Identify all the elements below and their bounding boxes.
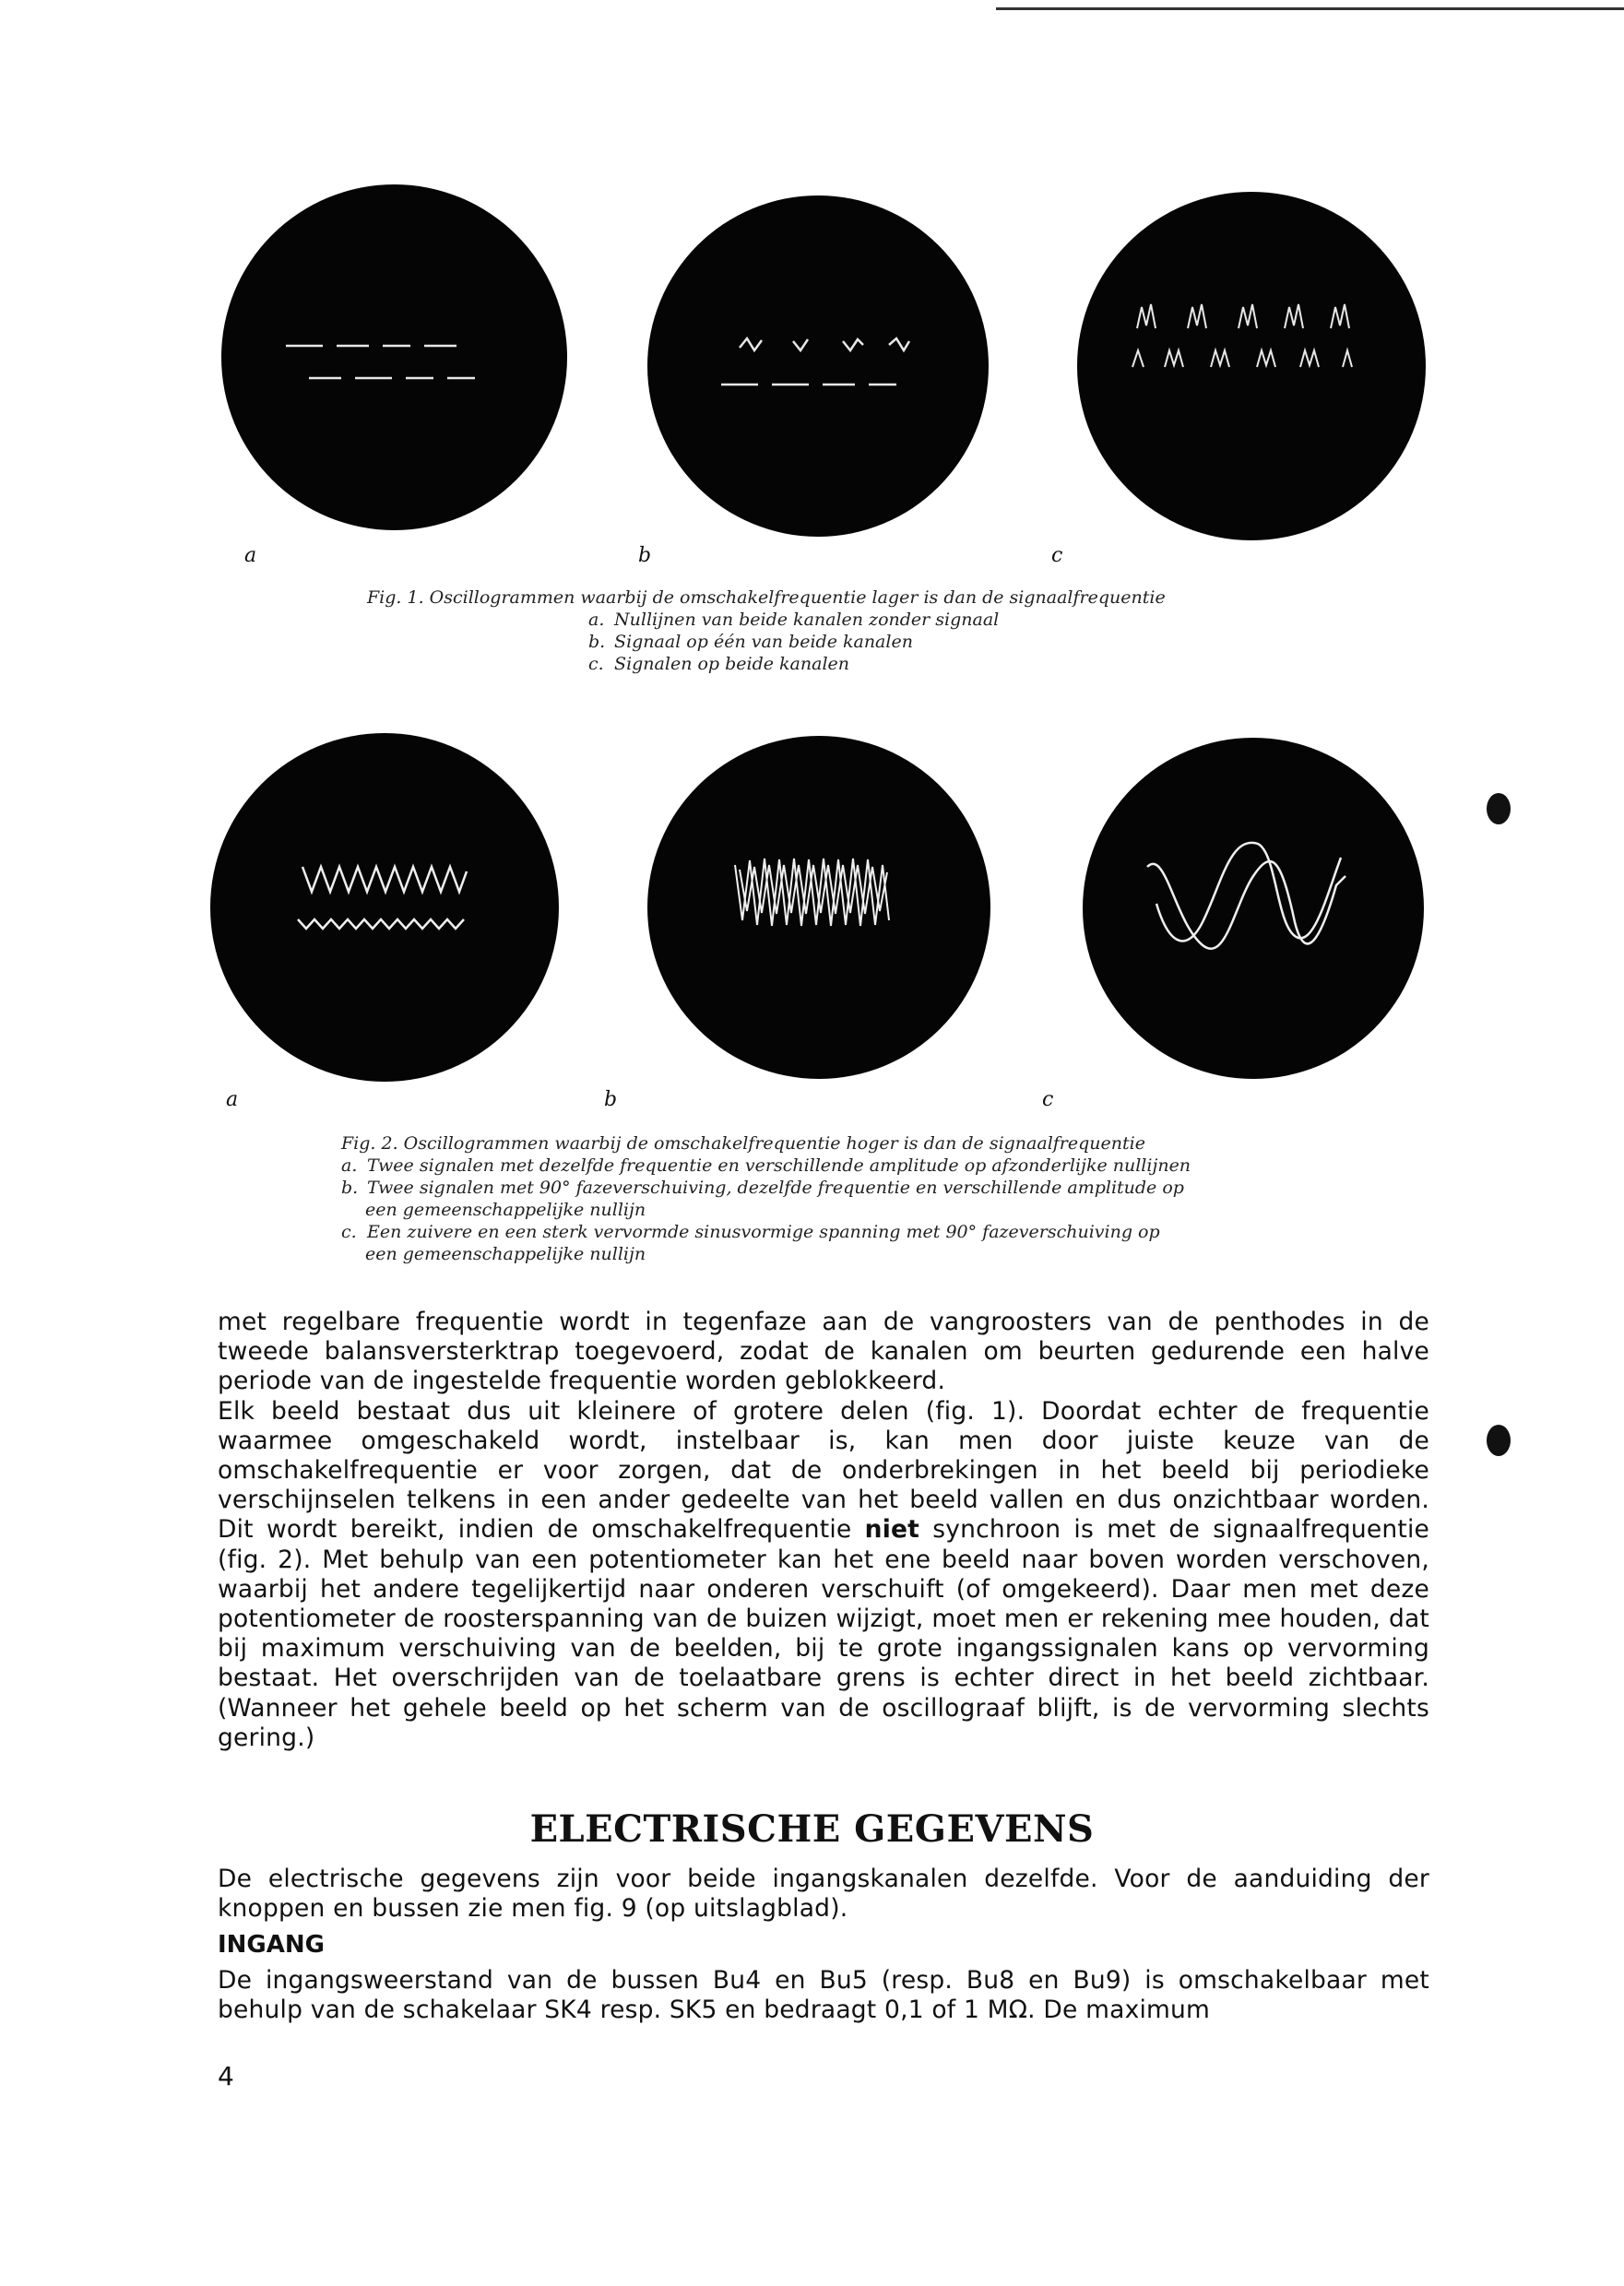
binding-hole-1 xyxy=(1487,793,1511,824)
fig1-scope-b xyxy=(647,195,989,537)
fig2-scope-b xyxy=(647,736,990,1079)
fig1-caption-item: c. Signalen op beide kanalen xyxy=(588,654,849,674)
section-title: ELECTRISCHE GEGEVENS xyxy=(529,1807,1095,1851)
fig2-caption xyxy=(341,1132,1328,1265)
fig1-scope-c xyxy=(1077,192,1426,540)
subhead-ingang: INGANG xyxy=(218,1931,325,1959)
fig2-caption-item: c. Een zuivere en een sterk vervormde sinusvormige spanning met 90° fazeverschuiving op xyxy=(341,1222,1160,1242)
page-number: 4 xyxy=(218,2061,234,2091)
fig2-letter-c: c xyxy=(1042,1088,1054,1111)
fig2-caption-item: a. Twee signalen met dezelfde frequentie en verschillende amplitude op afzonderlijke nullijnen xyxy=(341,1155,1191,1176)
fig2-caption-item: een gemeenschappelijke nullijn xyxy=(365,1200,646,1220)
body-text xyxy=(218,1308,1429,1753)
fig1-caption xyxy=(367,586,1298,675)
fig1-letter-a: a xyxy=(244,544,257,567)
bold-niet: niet xyxy=(864,1515,920,1545)
fig1-letter-c: c xyxy=(1051,544,1063,567)
fig2-scope-c xyxy=(1083,738,1424,1079)
ingang-text: De ingangsweerstand van de bussen Bu4 en Bu5 (resp. Bu8 en Bu9) is omschakelbaar met behulp van de schakelaar SK4 resp. SK5 en bedraagt 0,1 of 1 MΩ. De maximum xyxy=(218,1966,1429,2025)
fig2-letter-a: a xyxy=(226,1088,239,1111)
fig2-caption-title: Fig. 2. Oscillogrammen waarbij de omschakelfrequentie hoger is dan de signaalfrequentie xyxy=(341,1133,1145,1154)
paragraph-1: met regelbare frequentie wordt in tegenfaze aan de vangroosters van de penthodes in de tweede balansversterktrap toegevoerd, zodat de kanalen om beurten gedurende een halve periode van de ingestelde frequentie worden geblokkeerd. xyxy=(218,1308,1429,1396)
fig2-letter-b: b xyxy=(604,1088,618,1111)
scan-edge-line xyxy=(996,7,1624,10)
fig1-scope-a xyxy=(221,184,567,530)
fig1-caption-title: Fig. 1. Oscillogrammen waarbij de omschakelfrequentie lager is dan de signaalfrequentie xyxy=(367,587,1166,608)
fig1-caption-item: b. Signaal op één van beide kanalen xyxy=(588,632,913,652)
fig2-scope-a xyxy=(210,733,559,1082)
paragraph-2: Elk beeld bestaat dus uit kleinere of grotere delen (fig. 1). Doordat echter de frequentie waarmee omgeschakeld wordt, instelbaar is, kan men door juiste keuze van de omschakelfrequentie er voor zorgen, dat de onderbrekingen in het beeld bij periodieke verschijnselen telkens in een ander gedeelte van het beeld vallen en dus onzichtbaar worden. Dit wordt bereikt, indien de omschakelfrequentie niet synchroon is met de signaalfrequentie (fig. 2). Met behulp van een potentiometer kan het ene beeld naar boven worden verschoven, waarbij het andere tegelijkertijd naar onderen verschuift (of omgekeerd). Daar men met deze potentiometer de roosterspanning van de buizen wijzigt, moet men er rekening mee houden, dat bij maximum verschuiving van de beelden, bij te grote ingangssignalen kans op vervorming bestaat. Het overschrijden van de toelaatbare grens is echter direct in het beeld zichtbaar. (Wanneer het gehele beeld op het scherm van de oscillograaf blijft, is de vervorming slechts gering.) xyxy=(218,1396,1430,1752)
fig2-caption-item: een gemeenschappelijke nullijn xyxy=(365,1244,646,1264)
section-intro: De electrische gegevens zijn voor beide ingangskanalen dezelfde. Voor de aanduiding der knoppen en bussen zie men fig. 9 (op uitslagblad). xyxy=(218,1865,1429,1924)
fig1-letter-b: b xyxy=(638,544,652,567)
binding-hole-2 xyxy=(1487,1425,1511,1456)
fig1-caption-item: a. Nullijnen van beide kanalen zonder signaal xyxy=(588,610,1000,630)
fig2-caption-item: b. Twee signalen met 90° fazeverschuiving, dezelfde frequentie en verschillende amplitude op xyxy=(341,1178,1184,1198)
